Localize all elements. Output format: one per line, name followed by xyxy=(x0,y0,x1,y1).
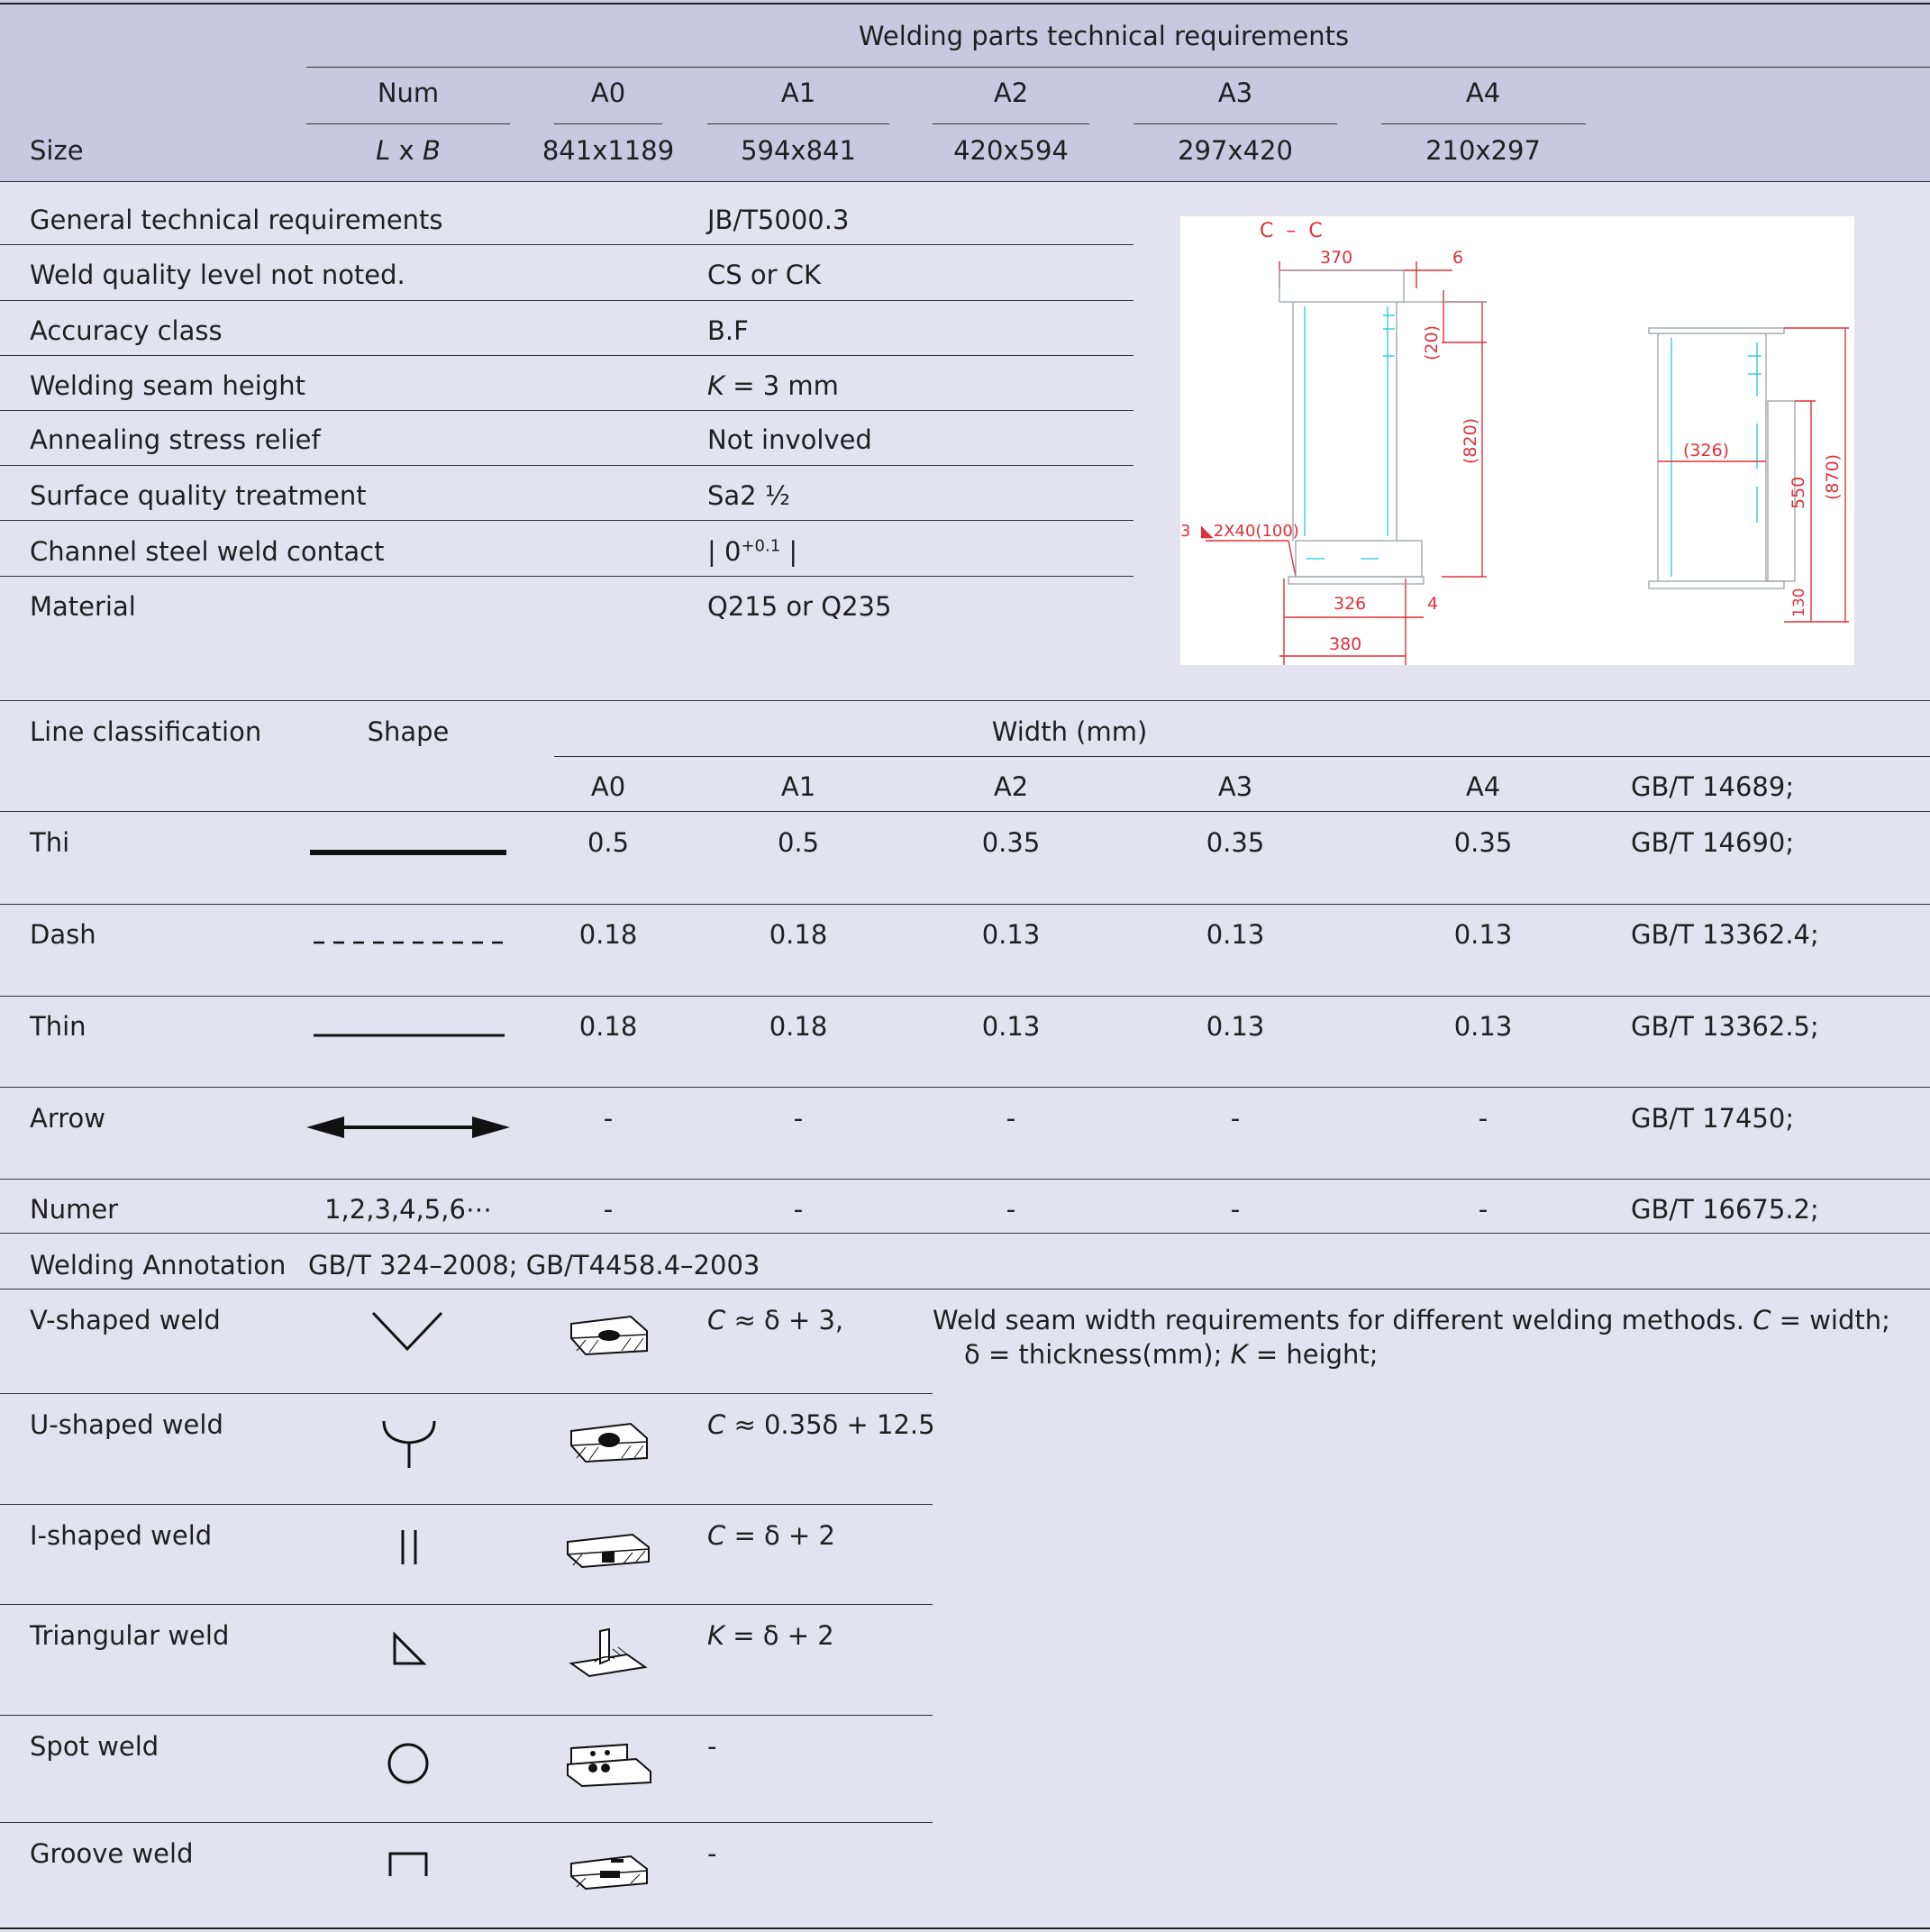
line-row-rule xyxy=(0,996,1930,997)
line-standard: GB/T 14690; xyxy=(1631,827,1795,858)
line-value: 0.35 xyxy=(1206,827,1265,858)
line-value: - xyxy=(603,1194,614,1225)
general-rule xyxy=(0,300,1133,301)
i-weld-symbol-icon xyxy=(398,1528,420,1566)
general-value-7: | $0^{+0.1}$ | xyxy=(707,536,798,567)
line-value: 0.18 xyxy=(769,919,828,950)
v-weld-symbol-icon xyxy=(371,1311,443,1353)
format-a3: A3 xyxy=(1217,77,1253,108)
num-label: Num xyxy=(377,77,440,108)
line-value: 0.18 xyxy=(769,1011,828,1042)
a0-underline xyxy=(554,123,662,124)
general-label-1: General technical requirements xyxy=(30,205,443,235)
thin-line-icon xyxy=(314,1032,506,1039)
svg-text:(820): (820) xyxy=(1461,417,1480,464)
double-arrow-icon xyxy=(306,1114,512,1141)
width-a3: A3 xyxy=(1217,771,1253,802)
col-width: Width (mm) xyxy=(991,716,1148,747)
weld-type-name: I-shaped weld xyxy=(30,1520,213,1551)
weld-formula: C ≈ 0.35δ + 12.5 xyxy=(707,1409,935,1440)
line-value: 0.13 xyxy=(1206,919,1265,950)
weld-formula: C = δ + 2 xyxy=(707,1520,835,1551)
width-underline xyxy=(554,756,1930,757)
line-value: - xyxy=(1006,1194,1016,1225)
header-standard: GB/T 14689; xyxy=(1631,771,1795,802)
format-a0: A0 xyxy=(590,77,626,108)
groove-weld-symbol-icon xyxy=(387,1851,429,1878)
general-rule xyxy=(0,410,1133,411)
line-value: - xyxy=(1478,1103,1488,1134)
width-a4: A4 xyxy=(1465,771,1501,802)
line-standard: GB/T 13362.5; xyxy=(1631,1011,1819,1042)
line-value: 0.5 xyxy=(587,827,630,858)
weld-row-rule xyxy=(0,1715,933,1716)
general-value-2: CS or CK xyxy=(707,260,822,290)
lines-header-rule xyxy=(0,811,1930,812)
line-value: - xyxy=(603,1103,614,1134)
line-value: 0.5 xyxy=(777,827,820,858)
u-weld-joint-icon xyxy=(568,1418,649,1463)
number-sequence: 1,2,3,4,5,6⋯ xyxy=(324,1194,492,1225)
weld-type-name: V-shaped weld xyxy=(30,1305,221,1335)
weld-row-rule xyxy=(0,1393,933,1394)
format-a1: A1 xyxy=(780,77,816,108)
general-rule xyxy=(0,520,1133,521)
svg-text:130: 130 xyxy=(1790,588,1808,617)
weld-row-rule xyxy=(0,1604,933,1605)
size-a4: 210x297 xyxy=(1425,135,1541,166)
svg-text:6: 6 xyxy=(1452,248,1464,268)
line-value: - xyxy=(1230,1103,1241,1134)
general-label-4: Welding seam height xyxy=(30,370,305,401)
line-value: 0.35 xyxy=(1453,827,1513,858)
general-label-5: Annealing stress relief xyxy=(30,424,321,455)
spot-weld-symbol-icon xyxy=(386,1741,431,1786)
weld-type-name: Triangular weld xyxy=(30,1620,230,1651)
svg-text:550: 550 xyxy=(1789,476,1808,509)
line-value: 0.18 xyxy=(578,919,638,950)
general-value-8: Q215 or Q235 xyxy=(707,591,892,622)
width-a1: A1 xyxy=(780,771,816,802)
weld-type-name: Spot weld xyxy=(30,1731,159,1762)
size-a1: 594x841 xyxy=(741,135,856,166)
svg-text:3 ◣2X40(100): 3 ◣2X40(100) xyxy=(1180,522,1299,541)
bottom-rule xyxy=(0,1927,1930,1929)
title-underline xyxy=(306,67,1930,68)
svg-text:326: 326 xyxy=(1334,594,1367,614)
format-a4: A4 xyxy=(1465,77,1501,108)
svg-text:380: 380 xyxy=(1329,634,1362,654)
weld-row-rule xyxy=(0,1822,933,1823)
line-row-name: Arrow xyxy=(30,1103,105,1134)
general-label-6: Surface quality treatment xyxy=(30,480,367,511)
fillet-weld-symbol-icon xyxy=(391,1631,427,1667)
size-a2: 420x594 xyxy=(953,135,1069,166)
width-a0: A0 xyxy=(590,771,626,802)
general-value-6: Sa2 ½ xyxy=(707,480,790,511)
num-underline xyxy=(306,123,510,124)
weld-formula: - xyxy=(707,1838,717,1869)
col-shape: Shape xyxy=(367,716,450,747)
table-title: Welding parts technical requirements xyxy=(858,21,1350,51)
top-rule xyxy=(0,3,1930,5)
general-label-2: Weld quality level not noted. xyxy=(30,260,405,290)
line-standard: GB/T 16675.2; xyxy=(1631,1194,1819,1225)
section-divider xyxy=(0,700,1930,701)
annotation-rule xyxy=(0,1289,1930,1290)
width-a2: A2 xyxy=(993,771,1029,802)
fillet-weld-joint-icon xyxy=(568,1627,649,1678)
svg-text:(326): (326) xyxy=(1683,441,1730,460)
line-value: - xyxy=(793,1103,804,1134)
format-a2: A2 xyxy=(993,77,1029,108)
svg-text:(870): (870) xyxy=(1823,453,1843,500)
line-value: - xyxy=(1006,1103,1016,1134)
line-value: 0.13 xyxy=(1206,1011,1265,1042)
general-rule xyxy=(0,244,1133,245)
line-value: 0.13 xyxy=(981,919,1041,950)
svg-text:370: 370 xyxy=(1320,248,1353,268)
header-bottom-rule xyxy=(0,181,1930,182)
u-weld-symbol-icon xyxy=(380,1417,438,1470)
general-value-1: JB/T5000.3 xyxy=(707,205,850,235)
line-value: - xyxy=(1478,1194,1488,1225)
weld-row-rule xyxy=(0,1504,933,1505)
a1-underline xyxy=(707,123,889,124)
line-value: 0.13 xyxy=(981,1011,1041,1042)
svg-text:4: 4 xyxy=(1427,594,1439,614)
groove-weld-joint-icon xyxy=(568,1849,651,1892)
line-value: 0.13 xyxy=(1453,919,1513,950)
col-line-classification: Line classification xyxy=(30,716,262,747)
line-row-rule xyxy=(0,904,1930,905)
weld-formula: C ≈ δ + 3, xyxy=(707,1305,844,1335)
size-a0: 841x1189 xyxy=(542,135,675,166)
spot-weld-joint-icon xyxy=(564,1741,652,1788)
line-row-rule xyxy=(0,1179,1930,1180)
general-label-7: Channel steel weld contact xyxy=(30,536,385,567)
line-row-name: Numer xyxy=(30,1194,119,1225)
dashed-line-icon xyxy=(314,939,508,946)
a3-underline xyxy=(1133,123,1337,124)
line-value: 0.18 xyxy=(578,1011,638,1042)
general-value-3: B.F xyxy=(707,315,749,346)
line-row-name: Dash xyxy=(30,919,96,950)
line-value: 0.13 xyxy=(1453,1011,1513,1042)
line-value: - xyxy=(1230,1194,1241,1225)
line-row-name: Thi xyxy=(30,827,70,858)
lxb-label: L x B xyxy=(376,135,441,166)
general-rule xyxy=(0,465,1133,466)
general-value-4: K = 3 mm xyxy=(707,370,839,401)
thick-line-icon xyxy=(310,847,508,858)
line-standard: GB/T 13362.4; xyxy=(1631,919,1819,950)
line-standard: GB/T 17450; xyxy=(1631,1103,1795,1134)
weld-assembly-drawing xyxy=(1180,216,1854,665)
svg-text:(20): (20) xyxy=(1422,324,1442,360)
a2-underline xyxy=(933,123,1089,124)
line-value: - xyxy=(793,1194,804,1225)
size-a3: 297x420 xyxy=(1178,135,1293,166)
weld-formula: - xyxy=(707,1731,717,1762)
weld-note-continued: δ = thickness(mm); K = height; xyxy=(964,1339,1379,1370)
line-value: 0.35 xyxy=(981,827,1041,858)
general-rule xyxy=(0,576,1133,577)
v-weld-joint-icon xyxy=(568,1311,649,1356)
weld-type-name: U-shaped weld xyxy=(30,1409,223,1440)
general-value-5: Not involved xyxy=(707,424,872,455)
i-weld-joint-icon xyxy=(564,1529,652,1571)
line-row-rule xyxy=(0,1233,1930,1234)
svg-text:C – C: C – C xyxy=(1260,220,1323,242)
general-label-3: Accuracy class xyxy=(30,315,223,346)
line-row-rule xyxy=(0,1087,1930,1088)
line-row-name: Thin xyxy=(30,1011,86,1042)
welding-annotation-standard: GB/T 324–2008; GB/T4458.4–2003 xyxy=(308,1250,760,1280)
a4-underline xyxy=(1381,123,1586,124)
welding-annotation-label: Welding Annotation xyxy=(30,1250,287,1280)
weld-type-name: Groove weld xyxy=(30,1838,194,1869)
general-label-8: Material xyxy=(30,591,136,622)
weld-formula: K = δ + 2 xyxy=(707,1620,834,1651)
size-label: Size xyxy=(30,135,84,166)
weld-note: Weld seam width requirements for different welding methods. C = width; xyxy=(933,1305,1890,1335)
general-rule xyxy=(0,355,1133,356)
